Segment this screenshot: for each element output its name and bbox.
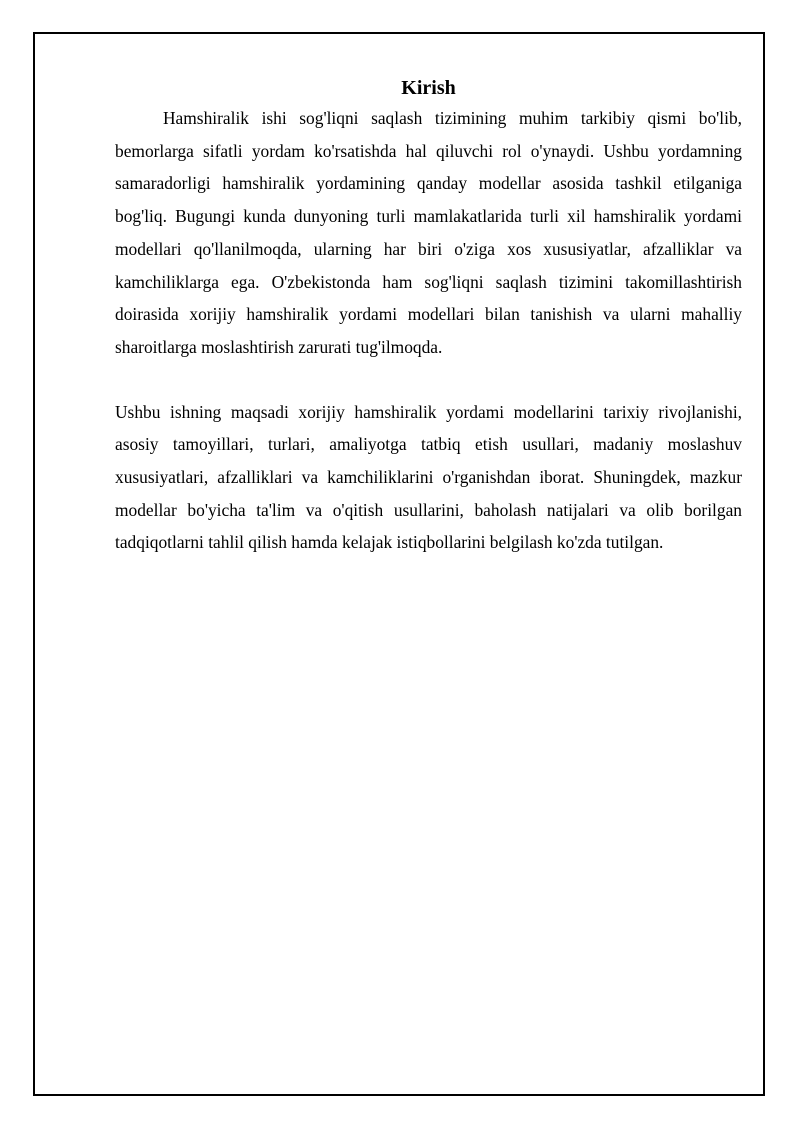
paragraph-intro: Hamshiralik ishi sog'liqni saqlash tizimining muhim tarkibiy qismi bo'lib, bemorlarga sifatli yordam ko'rsatishda hal qiluvchi rol o'ynaydi. Ushbu yordamning samaradorligi hamshiralik yordamining qanday modellar asosida tashkil etilganiga bog'liq. Bugungi kunda dunyoning turli mamlakatlarida turli xil hamshiralik yordami modellari qo'llanilmoqda, ularning har biri o'ziga xos xususiyatlar, afzalliklar va kamchiliklarga ega. O'zbekistonda ham sog'liqni saqlash tizimini takomillashtirish doirasida xorijiy hamshiralik yordami modellari bilan tanishish va ularni mahalliy sharoitlarga moslashtirish zarurati tug'ilmoqda. <box>115 108 742 357</box>
paragraph-purpose: Ushbu ishning maqsadi xorijiy hamshiralik yordami modellarini tarixiy rivojlanishi, asosiy tamoyillari, turlari, amaliyotga tatbiq etish usullari, madaniy moslashuv xususiyatlari, afzalliklari va kamchiliklarini o'rganishdan iborat. Shuningdek, mazkur modellar bo'yicha ta'lim va o'qitish usullarini, baholash natijalari va olib borilgan tadqiqotlarni tahlil qilish hamda kelajak istiqbollarini belgilash ko'zda tutilgan. <box>115 401 742 553</box>
paragraph-gap <box>115 364 742 396</box>
section-title: Kirish <box>401 77 456 99</box>
document-body <box>115 74 742 559</box>
